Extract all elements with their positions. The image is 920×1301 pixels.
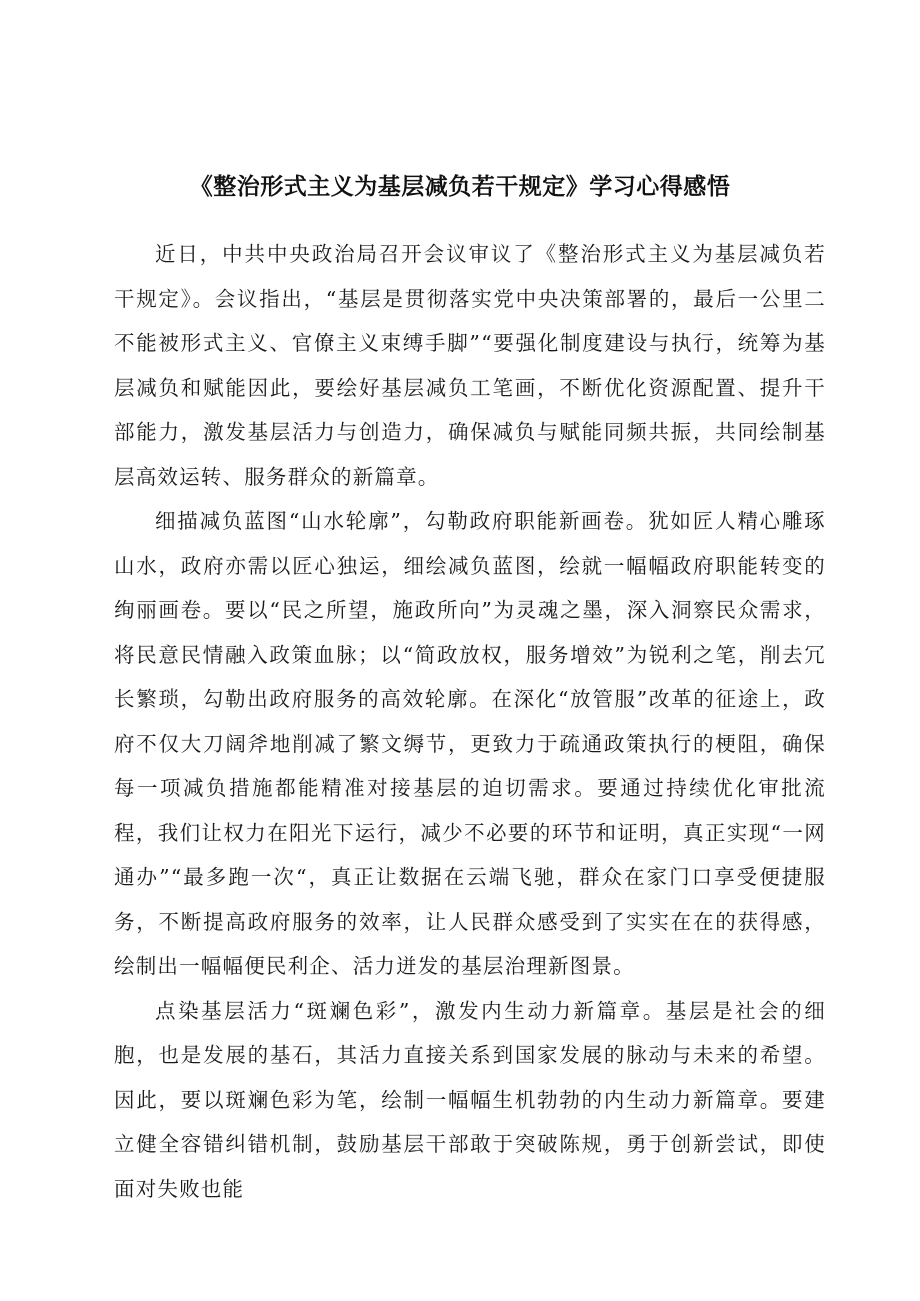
paragraph-3: 点染基层活力“斑斓色彩”，激发内生动力新篇章。基层是社会的细胞，也是发展的基石，其活力直接关系到国家发展的脉动与未来的希望。因此，要以斑斓色彩为笔，绘制一幅幅生机勃勃的内生动力新篇章。要建立健全容错纠错机制，鼓励基层干部敢于突破陈规，勇于创新尝试，即使面对失败也能 [114,998,826,1201]
paragraph-1: 近日，中共中央政治局召开会议审议了《整治形式主义为基层减负若干规定》。会议指出，“基层是贯彻落实党中央决策部署的，最后一公里二不能被形式主义、官僚主义束缚手脚”“要强化制度建设与执行，统筹为基层减负和赋能因此，要绘好基层减负工笔画，不断优化资源配置、提升干部能力，激发基层活力与创造力，确保减负与赋能同频共振，共同绘制基层高效运转、服务群众的新篇章。 [114,242,826,489]
document-title: 《整治形式主义为基层减负若干规定》学习心得感悟 [189,174,731,200]
paragraph-2: 细描减负蓝图“山水轮廓”，勾勒政府职能新画卷。犹如匠人精心雕琢山水，政府亦需以匠心独运，细绘减负蓝图，绘就一幅幅政府职能转变的绚丽画卷。要以“民之所望，施政所向”为灵魂之墨，深入洞察民众需求，将民意民情融入政策血脉；以“简政放权，服务增效”为锐利之笔，削去冗长繁琐，勾勒出政府服务的高效轮廓。在深化“放管服”改革的征途上，政府不仅大刀阔斧地削减了繁文缛节，更致力于疏通政策执行的梗阻，确保每一项减负措施都能精准对接基层的迫切需求。要通过持续优化审批流程，我们让权力在阳光下运行，减少不必要的环节和证明，真正实现“一网通办”“最多跑一次“，真正让数据在云端飞驰，群众在家门口享受便捷服务，不断提高政府服务的效率，让人民群众感受到了实实在在的获得感，绘制出一幅幅便民利企、活力迸发的基层治理新图景。 [114,509,826,978]
document-body [114,232,826,1211]
